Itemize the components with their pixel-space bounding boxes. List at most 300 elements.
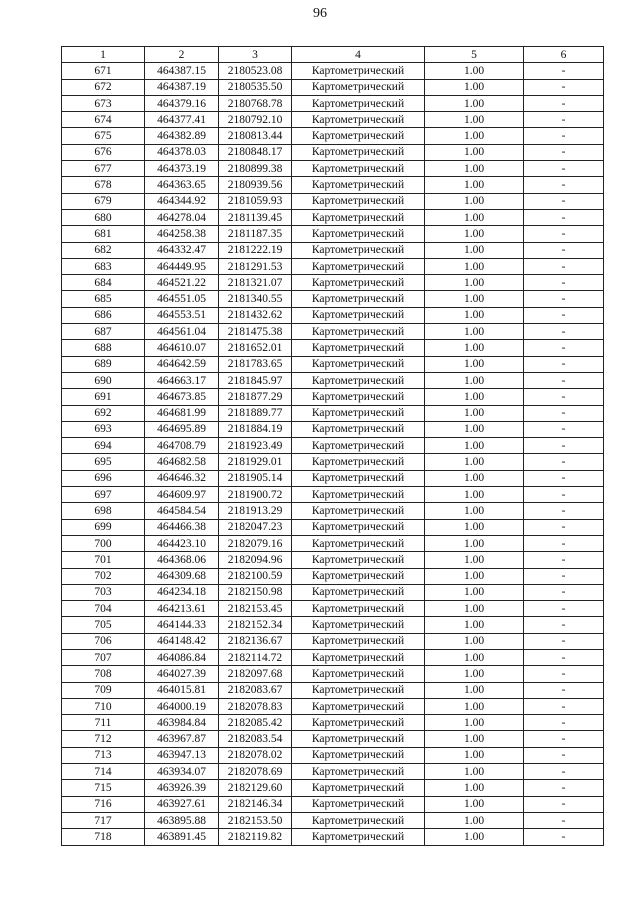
x-coordinate-cell: 464682.58 [145,454,219,470]
point-number-cell: 683 [62,258,145,274]
column-header-3: 3 [219,47,292,63]
note-cell: - [524,340,604,356]
accuracy-cell: 1.00 [425,291,524,307]
point-number-cell: 703 [62,584,145,600]
note-cell: - [524,389,604,405]
accuracy-cell: 1.00 [425,356,524,372]
coordinates-table [61,46,604,846]
method-cell: Картометрический [292,193,425,209]
x-coordinate-cell: 463967.87 [145,731,219,747]
point-number-cell: 687 [62,324,145,340]
x-coordinate-cell: 464373.19 [145,161,219,177]
column-header-4: 4 [292,47,425,63]
note-cell: - [524,568,604,584]
point-number-cell: 711 [62,715,145,731]
table-row [62,438,604,454]
method-cell: Картометрический [292,63,425,79]
x-coordinate-cell: 463926.39 [145,780,219,796]
point-number-cell: 713 [62,747,145,763]
y-coordinate-cell: 2181929.01 [219,454,292,470]
table-row [62,601,604,617]
x-coordinate-cell: 464521.22 [145,275,219,291]
point-number-cell: 676 [62,144,145,160]
table-header [62,47,604,63]
table-row [62,112,604,128]
accuracy-cell: 1.00 [425,193,524,209]
x-coordinate-cell: 464144.33 [145,617,219,633]
x-coordinate-cell: 464387.19 [145,79,219,95]
method-cell: Картометрический [292,242,425,258]
x-coordinate-cell: 464363.65 [145,177,219,193]
method-cell: Картометрический [292,764,425,780]
method-cell: Картометрический [292,715,425,731]
x-coordinate-cell: 464027.39 [145,666,219,682]
point-number-cell: 684 [62,275,145,291]
point-number-cell: 697 [62,487,145,503]
method-cell: Картометрический [292,535,425,551]
accuracy-cell: 1.00 [425,568,524,584]
accuracy-cell: 1.00 [425,112,524,128]
y-coordinate-cell: 2182136.67 [219,633,292,649]
x-coordinate-cell: 464086.84 [145,649,219,665]
method-cell: Картометрический [292,812,425,828]
y-coordinate-cell: 2181059.93 [219,193,292,209]
point-number-cell: 709 [62,682,145,698]
x-coordinate-cell: 464423.10 [145,535,219,551]
point-number-cell: 680 [62,209,145,225]
y-coordinate-cell: 2182078.83 [219,698,292,714]
note-cell: - [524,633,604,649]
x-coordinate-cell: 464258.38 [145,226,219,242]
table-row [62,258,604,274]
method-cell: Картометрический [292,307,425,323]
note-cell: - [524,535,604,551]
y-coordinate-cell: 2180899.38 [219,161,292,177]
point-number-cell: 673 [62,95,145,111]
point-number-cell: 685 [62,291,145,307]
y-coordinate-cell: 2180792.10 [219,112,292,128]
table-row [62,764,604,780]
point-number-cell: 692 [62,405,145,421]
accuracy-cell: 1.00 [425,405,524,421]
table-row [62,470,604,486]
table-row [62,421,604,437]
method-cell: Картометрический [292,438,425,454]
y-coordinate-cell: 2181884.19 [219,421,292,437]
accuracy-cell: 1.00 [425,698,524,714]
x-coordinate-cell: 464234.18 [145,584,219,600]
accuracy-cell: 1.00 [425,584,524,600]
point-number-cell: 695 [62,454,145,470]
method-cell: Картометрический [292,291,425,307]
accuracy-cell: 1.00 [425,79,524,95]
note-cell: - [524,112,604,128]
x-coordinate-cell: 464148.42 [145,633,219,649]
y-coordinate-cell: 2182047.23 [219,519,292,535]
y-coordinate-cell: 2181905.14 [219,470,292,486]
accuracy-cell: 1.00 [425,796,524,812]
note-cell: - [524,79,604,95]
accuracy-cell: 1.00 [425,715,524,731]
accuracy-cell: 1.00 [425,438,524,454]
y-coordinate-cell: 2180848.17 [219,144,292,160]
table-row [62,324,604,340]
point-number-cell: 681 [62,226,145,242]
table-row [62,503,604,519]
y-coordinate-cell: 2182079.16 [219,535,292,551]
table-row [62,535,604,551]
x-coordinate-cell: 464663.17 [145,372,219,388]
x-coordinate-cell: 463891.45 [145,829,219,845]
y-coordinate-cell: 2181913.29 [219,503,292,519]
y-coordinate-cell: 2181652.01 [219,340,292,356]
note-cell: - [524,666,604,682]
accuracy-cell: 1.00 [425,666,524,682]
x-coordinate-cell: 464309.68 [145,568,219,584]
method-cell: Картометрический [292,796,425,812]
table-row [62,617,604,633]
point-number-cell: 702 [62,568,145,584]
x-coordinate-cell: 464642.59 [145,356,219,372]
accuracy-cell: 1.00 [425,63,524,79]
accuracy-cell: 1.00 [425,389,524,405]
table-row [62,242,604,258]
point-number-cell: 716 [62,796,145,812]
x-coordinate-cell: 464673.85 [145,389,219,405]
note-cell: - [524,438,604,454]
point-number-cell: 671 [62,63,145,79]
point-number-cell: 698 [62,503,145,519]
accuracy-cell: 1.00 [425,226,524,242]
y-coordinate-cell: 2181923.49 [219,438,292,454]
table-row [62,291,604,307]
note-cell: - [524,291,604,307]
table-row [62,568,604,584]
point-number-cell: 694 [62,438,145,454]
x-coordinate-cell: 464379.16 [145,95,219,111]
column-header-5: 5 [425,47,524,63]
note-cell: - [524,812,604,828]
y-coordinate-cell: 2182153.45 [219,601,292,617]
x-coordinate-cell: 464584.54 [145,503,219,519]
method-cell: Картометрический [292,584,425,600]
y-coordinate-cell: 2182152.34 [219,617,292,633]
y-coordinate-cell: 2181340.55 [219,291,292,307]
x-coordinate-cell: 464609.97 [145,487,219,503]
method-cell: Картометрический [292,649,425,665]
point-number-cell: 714 [62,764,145,780]
note-cell: - [524,177,604,193]
x-coordinate-cell: 464553.51 [145,307,219,323]
method-cell: Картометрический [292,617,425,633]
table-row [62,372,604,388]
method-cell: Картометрический [292,633,425,649]
note-cell: - [524,454,604,470]
y-coordinate-cell: 2182097.68 [219,666,292,682]
table-row [62,275,604,291]
accuracy-cell: 1.00 [425,617,524,633]
accuracy-cell: 1.00 [425,340,524,356]
y-coordinate-cell: 2181187.35 [219,226,292,242]
y-coordinate-cell: 2182146.34 [219,796,292,812]
method-cell: Картометрический [292,275,425,291]
point-number-cell: 693 [62,421,145,437]
y-coordinate-cell: 2182129.60 [219,780,292,796]
table-row [62,405,604,421]
method-cell: Картометрический [292,258,425,274]
method-cell: Картометрический [292,95,425,111]
table-row [62,715,604,731]
method-cell: Картометрический [292,340,425,356]
table-row [62,161,604,177]
method-cell: Картометрический [292,829,425,845]
table-row [62,226,604,242]
x-coordinate-cell: 464213.61 [145,601,219,617]
note-cell: - [524,829,604,845]
x-coordinate-cell: 464344.92 [145,193,219,209]
method-cell: Картометрический [292,747,425,763]
y-coordinate-cell: 2181877.29 [219,389,292,405]
note-cell: - [524,63,604,79]
table-row [62,633,604,649]
method-cell: Картометрический [292,209,425,225]
accuracy-cell: 1.00 [425,421,524,437]
table-row [62,209,604,225]
table-row [62,796,604,812]
accuracy-cell: 1.00 [425,209,524,225]
point-number-cell: 679 [62,193,145,209]
x-coordinate-cell: 464551.05 [145,291,219,307]
point-number-cell: 705 [62,617,145,633]
x-coordinate-cell: 463895.88 [145,812,219,828]
accuracy-cell: 1.00 [425,780,524,796]
x-coordinate-cell: 463947.13 [145,747,219,763]
accuracy-cell: 1.00 [425,470,524,486]
table-row [62,454,604,470]
note-cell: - [524,307,604,323]
point-number-cell: 682 [62,242,145,258]
method-cell: Картометрический [292,177,425,193]
point-number-cell: 708 [62,666,145,682]
method-cell: Картометрический [292,601,425,617]
y-coordinate-cell: 2182119.82 [219,829,292,845]
accuracy-cell: 1.00 [425,764,524,780]
y-coordinate-cell: 2182085.42 [219,715,292,731]
note-cell: - [524,128,604,144]
accuracy-cell: 1.00 [425,324,524,340]
accuracy-cell: 1.00 [425,682,524,698]
point-number-cell: 704 [62,601,145,617]
point-number-cell: 706 [62,633,145,649]
accuracy-cell: 1.00 [425,144,524,160]
y-coordinate-cell: 2180523.08 [219,63,292,79]
method-cell: Картометрический [292,144,425,160]
table-row [62,356,604,372]
y-coordinate-cell: 2181432.62 [219,307,292,323]
accuracy-cell: 1.00 [425,552,524,568]
note-cell: - [524,470,604,486]
note-cell: - [524,649,604,665]
point-number-cell: 688 [62,340,145,356]
header-row [62,47,604,63]
table-body [62,63,604,845]
note-cell: - [524,601,604,617]
table-row [62,666,604,682]
note-cell: - [524,421,604,437]
note-cell: - [524,405,604,421]
point-number-cell: 707 [62,649,145,665]
point-number-cell: 701 [62,552,145,568]
accuracy-cell: 1.00 [425,487,524,503]
method-cell: Картометрический [292,324,425,340]
note-cell: - [524,193,604,209]
note-cell: - [524,258,604,274]
x-coordinate-cell: 463927.61 [145,796,219,812]
note-cell: - [524,275,604,291]
y-coordinate-cell: 2180768.78 [219,95,292,111]
x-coordinate-cell: 464561.04 [145,324,219,340]
note-cell: - [524,242,604,258]
x-coordinate-cell: 464387.15 [145,63,219,79]
point-number-cell: 689 [62,356,145,372]
x-coordinate-cell: 464681.99 [145,405,219,421]
method-cell: Картометрический [292,128,425,144]
accuracy-cell: 1.00 [425,503,524,519]
x-coordinate-cell: 464332.47 [145,242,219,258]
table-row [62,780,604,796]
note-cell: - [524,356,604,372]
table-row [62,340,604,356]
method-cell: Картометрический [292,487,425,503]
note-cell: - [524,226,604,242]
point-number-cell: 677 [62,161,145,177]
method-cell: Картометрический [292,731,425,747]
x-coordinate-cell: 464708.79 [145,438,219,454]
point-number-cell: 718 [62,829,145,845]
accuracy-cell: 1.00 [425,275,524,291]
y-coordinate-cell: 2181845.97 [219,372,292,388]
point-number-cell: 696 [62,470,145,486]
y-coordinate-cell: 2182153.50 [219,812,292,828]
x-coordinate-cell: 463934.07 [145,764,219,780]
method-cell: Картометрический [292,666,425,682]
method-cell: Картометрический [292,389,425,405]
accuracy-cell: 1.00 [425,372,524,388]
y-coordinate-cell: 2181139.45 [219,209,292,225]
y-coordinate-cell: 2181291.53 [219,258,292,274]
y-coordinate-cell: 2182094.96 [219,552,292,568]
x-coordinate-cell: 464377.41 [145,112,219,128]
method-cell: Картометрический [292,372,425,388]
note-cell: - [524,715,604,731]
method-cell: Картометрический [292,568,425,584]
method-cell: Картометрический [292,161,425,177]
method-cell: Картометрический [292,552,425,568]
table-row [62,584,604,600]
y-coordinate-cell: 2181900.72 [219,487,292,503]
note-cell: - [524,796,604,812]
method-cell: Картометрический [292,226,425,242]
accuracy-cell: 1.00 [425,307,524,323]
table-row [62,128,604,144]
note-cell: - [524,731,604,747]
note-cell: - [524,324,604,340]
note-cell: - [524,698,604,714]
note-cell: - [524,617,604,633]
point-number-cell: 678 [62,177,145,193]
table-row [62,389,604,405]
accuracy-cell: 1.00 [425,731,524,747]
y-coordinate-cell: 2180813.44 [219,128,292,144]
note-cell: - [524,161,604,177]
accuracy-cell: 1.00 [425,601,524,617]
accuracy-cell: 1.00 [425,242,524,258]
y-coordinate-cell: 2182114.72 [219,649,292,665]
accuracy-cell: 1.00 [425,633,524,649]
column-header-1: 1 [62,47,145,63]
x-coordinate-cell: 464466.38 [145,519,219,535]
note-cell: - [524,764,604,780]
x-coordinate-cell: 464368.06 [145,552,219,568]
note-cell: - [524,780,604,796]
point-number-cell: 674 [62,112,145,128]
table-row [62,177,604,193]
y-coordinate-cell: 2182100.59 [219,568,292,584]
y-coordinate-cell: 2181222.19 [219,242,292,258]
note-cell: - [524,552,604,568]
point-number-cell: 690 [62,372,145,388]
x-coordinate-cell: 464449.95 [145,258,219,274]
note-cell: - [524,584,604,600]
table-row [62,829,604,845]
point-number-cell: 715 [62,780,145,796]
column-header-6: 6 [524,47,604,63]
note-cell: - [524,95,604,111]
point-number-cell: 686 [62,307,145,323]
method-cell: Картометрический [292,112,425,128]
method-cell: Картометрический [292,470,425,486]
table-row [62,95,604,111]
method-cell: Картометрический [292,682,425,698]
y-coordinate-cell: 2181889.77 [219,405,292,421]
note-cell: - [524,144,604,160]
table-row [62,649,604,665]
point-number-cell: 710 [62,698,145,714]
x-coordinate-cell: 464382.89 [145,128,219,144]
y-coordinate-cell: 2182078.69 [219,764,292,780]
y-coordinate-cell: 2180939.56 [219,177,292,193]
method-cell: Картометрический [292,454,425,470]
table-row [62,63,604,79]
point-number-cell: 699 [62,519,145,535]
x-coordinate-cell: 464015.81 [145,682,219,698]
y-coordinate-cell: 2181475.38 [219,324,292,340]
method-cell: Картометрический [292,519,425,535]
accuracy-cell: 1.00 [425,177,524,193]
column-header-2: 2 [145,47,219,63]
method-cell: Картометрический [292,356,425,372]
method-cell: Картометрический [292,503,425,519]
table-row [62,193,604,209]
y-coordinate-cell: 2182150.98 [219,584,292,600]
x-coordinate-cell: 464378.03 [145,144,219,160]
accuracy-cell: 1.00 [425,829,524,845]
x-coordinate-cell: 464695.89 [145,421,219,437]
x-coordinate-cell: 464610.07 [145,340,219,356]
note-cell: - [524,682,604,698]
note-cell: - [524,519,604,535]
y-coordinate-cell: 2182083.67 [219,682,292,698]
